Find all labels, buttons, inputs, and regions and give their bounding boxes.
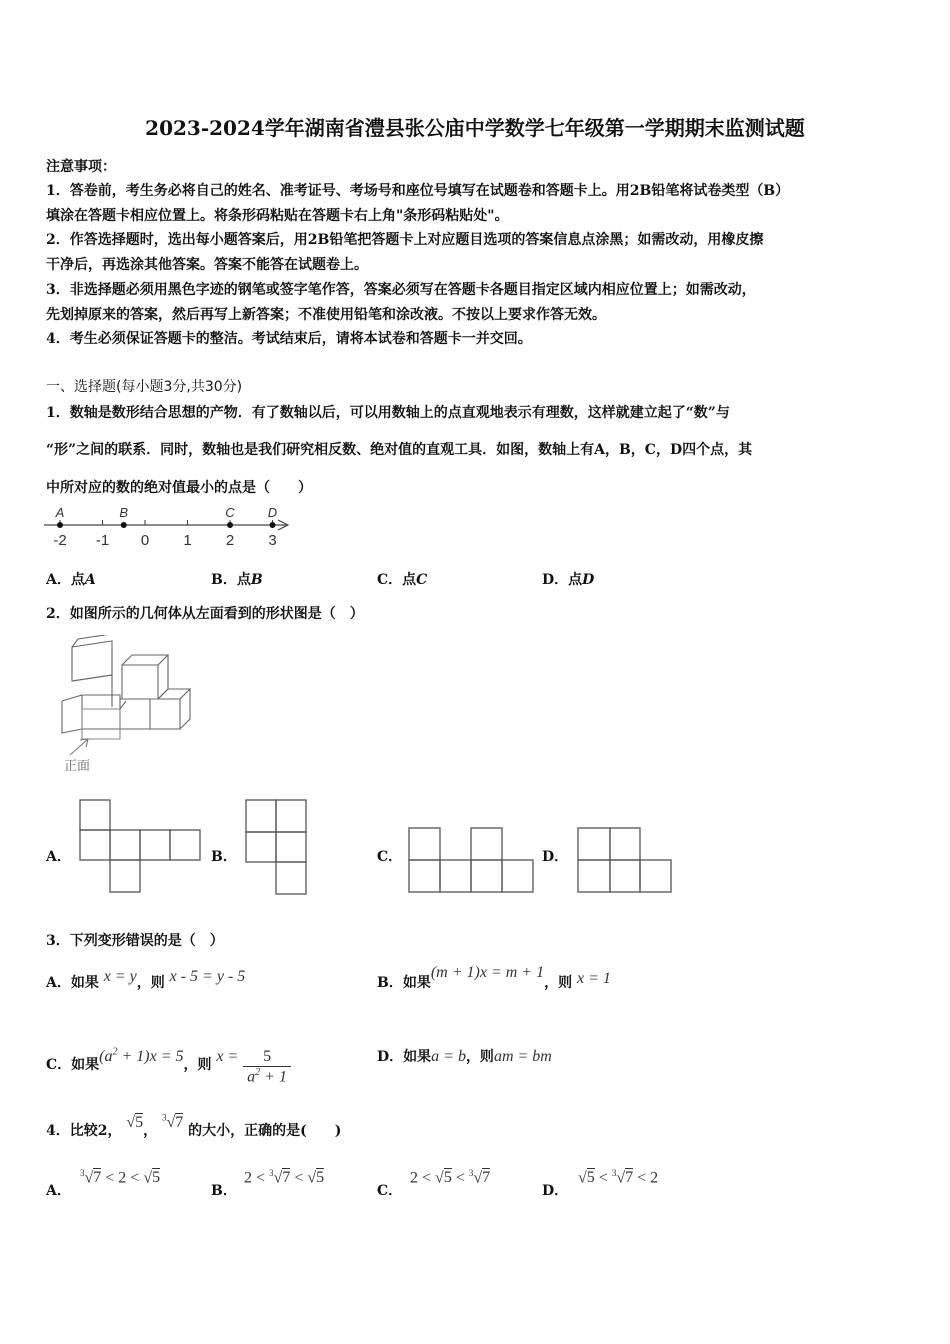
q2-option-a-label[interactable]: A． [46,849,71,865]
q4-option-a-label[interactable]: A． [46,1183,71,1199]
q3-stem: 3．下列变形错误的是（ ） [46,933,224,949]
notice-line: 3．非选择题必须用黑色字迹的钢笔或签字笔作答，答案必须写在答题卡各题目指定区域内相应位置上；如需改动， [46,282,756,298]
notice-heading: 注意事项： [46,159,116,175]
q1-option-d[interactable]: D．点D [542,572,595,588]
notice-line: 1．答卷前，考生务必将自己的姓名、准考证号、考场号和座位号填写在试题卷和答题卡上。用2B铅笔将试卷类型（B） [46,183,790,199]
q3c-fraction: $\frac{5}{a^2 + 1}$ [243,1048,291,1086]
q2-option-c-label[interactable]: C． [377,849,403,865]
axis-point-label: D [267,505,278,520]
axis-point [57,522,63,528]
axis-tick-label: 0 [140,532,150,549]
q4-option-c-expr[interactable]: 2 < √5 < $^3$√7 [410,1168,491,1187]
axis-tick-label: 1 [183,532,192,549]
sqrt5-term: √5 [126,1114,144,1131]
q4-option-a-expr[interactable]: $^3$√7 < 2 < √5 [80,1168,161,1187]
q2-stem: 2．如图所示的几何体从左面看到的形状图是（ ） [46,606,364,622]
q2-option-b-figure[interactable] [242,798,312,898]
axis-point-label: C [225,505,235,520]
axis-point-label: B [119,505,129,520]
q1-option-b[interactable]: B．点B [211,572,263,588]
notice-line: 2．作答选择题时，选出每小题答案后，用2B铅笔把答题卡上对应题目选项的答案信息点涂黑；如需改动，用橡皮擦 [46,232,764,248]
q3-option-a[interactable]: A．如果 x = y，则 x - 5 = y - 5 [46,968,246,991]
q1-option-c[interactable]: C．点C [377,572,428,588]
axis-tick-label: -2 [53,532,67,549]
number-line-figure [40,500,300,552]
axis-tick-label: 3 [268,532,277,549]
q1-stem-line3: 中所对应的数的绝对值最小的点是（ ） [46,480,312,496]
axis-point-label: A [55,505,65,520]
q4-option-d-label[interactable]: D． [542,1183,569,1199]
q3-option-d[interactable]: D．如果a = b，则am = bm [377,1048,552,1065]
notice-line: 填涂在答题卡相应位置上。将条形码粘贴在答题卡右上角"条形码粘贴处"。 [46,208,509,224]
axis-tick-label: 2 [225,532,235,549]
q4-option-d-expr[interactable]: √5 < $^3$√7 < 2 [578,1168,659,1187]
q1-stem-line2: “形”之间的联系．同时，数轴也是我们研究相反数、绝对值的直观工具．如图，数轴上有A，B，C，D四个点，其 [46,442,753,458]
q4-option-b-label[interactable]: B． [211,1183,237,1199]
notice-line: 先划掉原来的答案，然后再写上新答案；不准使用铅笔和涂改液。不按以上要求作答无效。 [46,307,606,323]
q2-option-d-label[interactable]: D． [542,849,569,865]
q3-option-b[interactable]: B．如果(m + 1)x = m + 1，则 x = 1 [377,964,611,991]
q2-solid-figure [50,635,200,775]
q2-option-c-figure[interactable] [407,826,535,896]
q2-option-b-label[interactable]: B． [211,849,237,865]
cbrt7-term: $^3$√7 [162,1112,184,1131]
q1-option-a[interactable]: A．点A [46,572,96,588]
q4-option-c-label[interactable]: C． [377,1183,403,1199]
axis-point [227,522,233,528]
page-title: 2023-2024学年湖南省澧县张公庙中学数学七年级第一学期期末监测试题 [145,116,805,140]
section-heading: 一、选择题(每小题3分,共30分) [46,379,243,395]
q3-option-c[interactable]: C．如果$(a^2 + 1)x = 5$，则 x = $\frac{5}{a^2 + 1}$ [46,1046,291,1084]
q4-stem: 4．比较2， √5， $^3$√7 的大小，正确的是( ) [46,1112,342,1139]
q1-stem-line1: 1．数轴是数形结合思想的产物．有了数轴以后，可以用数轴上的点直观地表示有理数，这样就建立起了“数”与 [46,405,730,421]
notice-line: 4．考生必须保证答题卡的整洁。考试结束后，请将本试卷和答题卡一并交回。 [46,331,532,347]
q2-option-d-figure[interactable] [576,826,674,896]
notice-line: 干净后，再选涂其他答案。答案不能答在试题卷上。 [46,257,368,273]
axis-point [121,522,127,528]
q2-option-a-figure[interactable] [76,798,202,896]
q4-option-b-expr[interactable]: 2 < $^3$√7 < √5 [244,1168,325,1187]
axis-tick-label: -1 [95,532,110,549]
front-label: 正面 [64,759,91,774]
axis-point [270,522,276,528]
front-arrow [70,739,88,755]
